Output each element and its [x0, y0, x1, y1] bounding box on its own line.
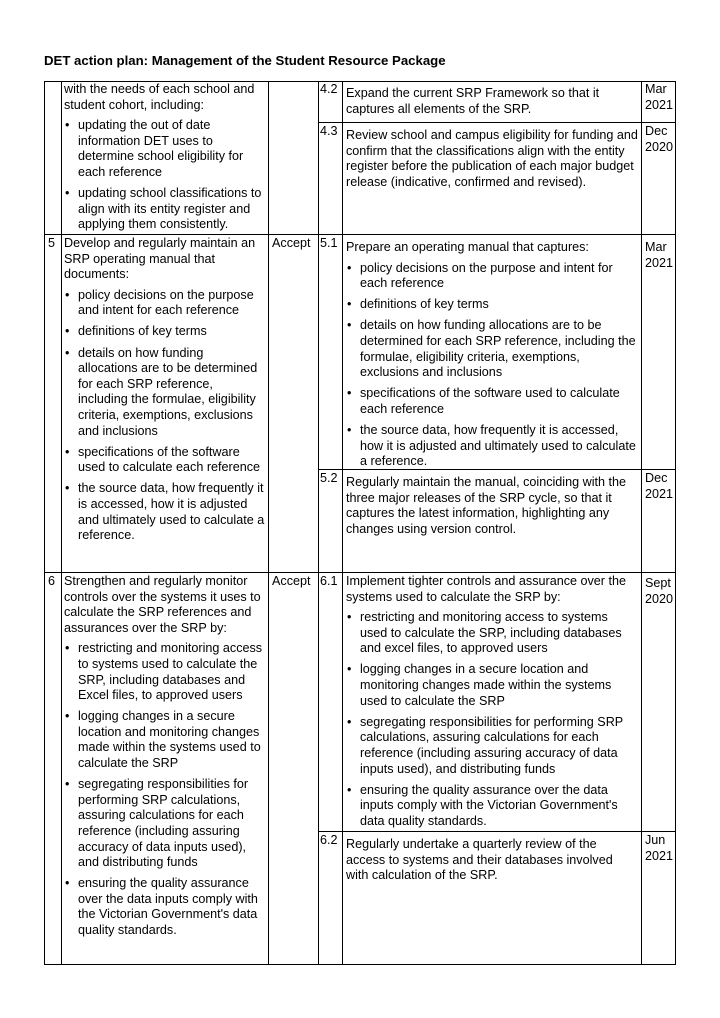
- rec6-bullet-list: [64, 641, 266, 938]
- rec4-continued-cell: [64, 82, 266, 238]
- action-date: Jun 2021: [645, 833, 674, 863]
- rec5-intro: Develop and regularly maintain an SRP operating manual that documents:: [64, 236, 256, 282]
- action-date: Dec 2021: [645, 471, 674, 501]
- action-6-1-cell: [346, 574, 638, 835]
- response-text: Accept: [272, 574, 311, 588]
- col-border-right: [675, 81, 676, 965]
- rec5-bullet-list: [64, 288, 266, 544]
- action-number: 5.2: [320, 471, 338, 485]
- action-date: Mar 2021: [645, 82, 674, 112]
- list-item: • definitions of key terms: [346, 297, 638, 313]
- action-date: Sept 2020: [645, 576, 674, 606]
- list-item: • restricting and monitoring access to systems used to calculate the SRP, including databases and Excel files, to approved users: [64, 641, 266, 703]
- action-number: 6.2: [320, 833, 338, 847]
- list-item: • details on how funding allocations are to be determined for each SRP reference, including the formulae, eligibility criteria, exemptions, exclusions and inclusions: [64, 346, 266, 440]
- col-border-left: [44, 81, 45, 965]
- action-date: Dec 2020: [645, 124, 674, 154]
- action-date: Mar 2021: [645, 240, 674, 270]
- col-border-num: [61, 81, 62, 965]
- row-divider-rec6: [44, 572, 676, 573]
- list-item: • logging changes in a secure location and monitoring changes made within the systems used to calculate the SRP: [64, 709, 266, 771]
- list-item: • policy decisions on the purpose and intent for each reference: [64, 288, 266, 319]
- action-6-1-bullet-list: [346, 610, 638, 829]
- action-text: Regularly undertake a quarterly review of the access to systems and their databases involved with calculation of the SRP.: [346, 837, 613, 883]
- list-item: • restricting and monitoring access to systems used to calculate the SRP, including databases and excel files, to approved users: [346, 610, 638, 657]
- action-plan-table: [44, 81, 676, 965]
- rec6-cell: [64, 574, 266, 944]
- rec-number: 5: [48, 236, 56, 250]
- rec5-cell: [64, 236, 266, 549]
- col-border-rec: [268, 81, 269, 965]
- action-intro: Prepare an operating manual that captures:: [346, 240, 589, 254]
- list-item: • the source data, how frequently it is accessed, how it is adjusted and ultimately used to calculate a reference.: [64, 481, 266, 543]
- action-5-1-cell: [346, 240, 638, 475]
- response-text: Accept: [272, 236, 311, 250]
- page-title: DET action plan: Management of the Student Resource Package: [44, 53, 446, 68]
- list-item: • specifications of the software used to calculate each reference: [346, 386, 638, 417]
- list-item: • ensuring the quality assurance over the data inputs comply with the Victorian Government's data quality standards.: [64, 876, 266, 938]
- rec6-intro: Strengthen and regularly monitor controls over the systems it uses to calculate the SRP references and assurances over the SRP by:: [64, 574, 261, 635]
- list-item: • policy decisions on the purpose and intent for each reference: [346, 261, 638, 292]
- action-number: 6.1: [320, 574, 338, 588]
- list-item: • logging changes in a secure location and monitoring changes made within the systems used to calculate the SRP: [346, 662, 638, 709]
- action-5-1-bullet-list: [346, 261, 638, 470]
- table-bottom-border: [44, 964, 676, 965]
- list-item: • segregating responsibilities for performing SRP calculations, assuring calculations for each reference (including assuring accuracy of data inputs used), and distributing funds: [346, 715, 638, 777]
- list-item: • updating school classifications to align with its entity register and applying them consistently.: [64, 186, 266, 233]
- action-number: 5.1: [320, 236, 338, 250]
- action-text: Expand the current SRP Framework so that it captures all elements of the SRP.: [346, 86, 600, 116]
- action-number: 4.3: [320, 124, 338, 138]
- rec4-bullet-list: [64, 118, 266, 233]
- col-border-action: [641, 81, 642, 965]
- list-item: • segregating responsibilities for performing SRP calculations, assuring calculations for each reference (including assuring accuracy of data inputs used), and distributing funds: [64, 777, 266, 871]
- rec-number: 6: [48, 574, 56, 588]
- action-text: Regularly maintain the manual, coinciding with the three major releases of the SRP cycle, so that it captures the latest information, highlighting any changes using version control.: [346, 475, 627, 536]
- list-item: • updating the out of date information DET uses to determine school eligibility for each reference: [64, 118, 266, 180]
- list-item: • the source data, how frequently it is accessed, how it is adjusted and ultimately used to calculate a reference.: [346, 423, 638, 470]
- rec4-text: with the needs of each school and student cohort, including:: [64, 82, 255, 112]
- action-number: 4.2: [320, 82, 338, 96]
- list-item: • specifications of the software used to calculate each reference: [64, 445, 266, 476]
- col-border-response: [318, 81, 319, 965]
- action-text: Review school and campus eligibility for funding and confirm that the classifications align with the entity register before the publication of each major budget release (indicative, confirmed and revised).: [346, 128, 638, 189]
- row-divider-4-3: [318, 122, 676, 123]
- list-item: • ensuring the quality assurance over the data inputs comply with the Victorian Government's data quality standards.: [346, 783, 638, 830]
- col-border-action-num: [342, 81, 343, 965]
- list-item: • details on how funding allocations are to be determined for each SRP reference, including the formulae, eligibility criteria, exemptions, exclusions and inclusions: [346, 318, 638, 380]
- list-item: • definitions of key terms: [64, 324, 266, 340]
- action-intro: Implement tighter controls and assurance over the systems used to calculate the SRP by:: [346, 574, 627, 604]
